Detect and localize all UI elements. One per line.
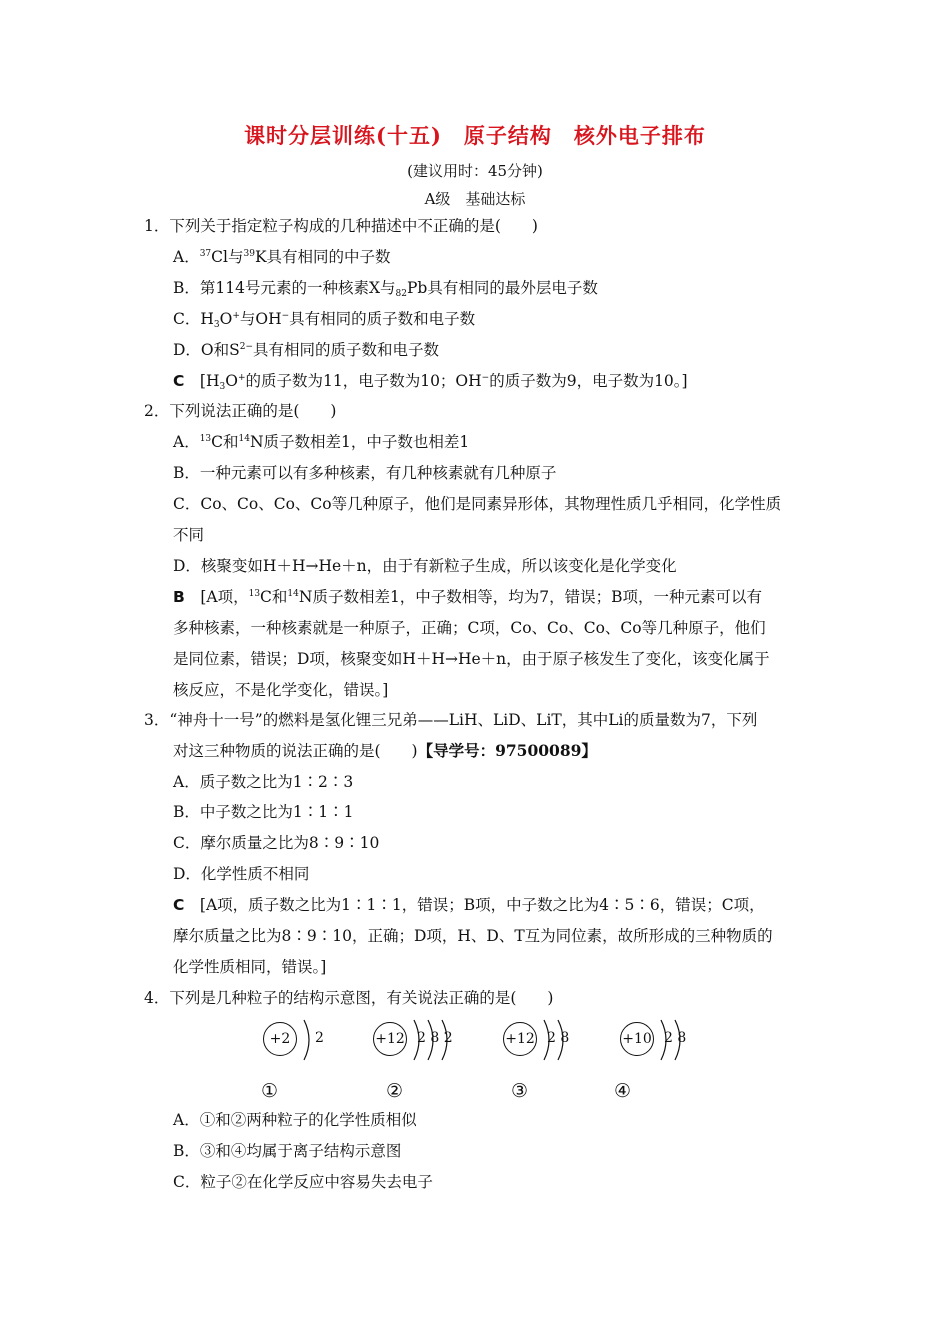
q1-option-d: D．O和$S^{2-}$具有相同的质子数和电子数: [173, 341, 440, 359]
structure-diagram-1: [263, 1022, 333, 1062]
q2-option-c-line1: C．Co、Co、Co、Co等几种原子，他们是同素异形体，其物理性质几乎相同，化学性质: [173, 495, 782, 513]
q1-option-c: C．$H_3O^+$与OH−具有相同的质子数和电子数: [173, 310, 476, 330]
q1-answer-letter: C: [173, 372, 185, 390]
q3-stem-line1: 3．“神舟十一号”的燃料是氢化锂三兄弟——LiH、LiD、LiT，其中Li的质量数为7，下列: [144, 711, 758, 729]
q2-answer-letter: B: [173, 588, 185, 606]
q1-option-a: A．$^{37}$Cl与$^{39}$K具有相同的中子数: [173, 248, 391, 266]
suggested-time: (建议用时：45分钟): [407, 162, 543, 180]
q3-option-d: D．化学性质不相同: [173, 865, 310, 883]
q3-option-a: A．质子数之比为1∶2∶3: [173, 773, 354, 791]
nucleus-4: +10: [620, 1022, 654, 1056]
shells-3: 2 8: [547, 1030, 570, 1046]
diagram-label-3: ③: [511, 1080, 529, 1102]
q4-option-c: C．粒子②在化学反应中容易失去电子: [173, 1173, 433, 1191]
nucleus-3: +12: [503, 1022, 537, 1056]
q3-stem-line2: 对这三种物质的说法正确的是( )【导学号：97500089】: [173, 741, 597, 760]
q1-stem: 1．下列关于指定粒子构成的几种描述中不正确的是( ): [144, 217, 538, 235]
structure-diagram-4: [620, 1022, 700, 1062]
electron-shell-arc: [301, 1016, 315, 1064]
shells-2: 2 8 2: [417, 1030, 453, 1046]
q2-explain-line3: 是同位素，错误；D项，核聚变如H＋H→He＋n，由于原子核发生了变化，该变化属于: [173, 650, 770, 668]
q1-option-b: B．第114号元素的一种核素X与$_{82}$Pb具有相同的最外层电子数: [173, 279, 598, 299]
diagram-label-1: ①: [261, 1080, 279, 1102]
nucleus-1: +2: [263, 1022, 297, 1056]
q3-option-c: C．摩尔质量之比为8∶9∶10: [173, 834, 380, 852]
q4-stem: 4．下列是几种粒子的结构示意图，有关说法正确的是( ): [144, 989, 554, 1007]
q3-explain-line3: 化学性质相同，错误。]: [173, 958, 327, 976]
nucleus-2: +12: [373, 1022, 407, 1056]
q1-answer: C [$H_3O^+$的质子数为11，电子数为10；OH−的质子数为9，电子数为10。]: [173, 372, 688, 392]
q4-option-a: A．①和②两种粒子的化学性质相似: [173, 1111, 417, 1129]
q2-option-a: A．$^{13}$C和$^{14}$N质子数相差1，中子数也相差1: [173, 433, 470, 451]
q3-answer-letter: C: [173, 896, 185, 914]
structure-diagram-3: [503, 1022, 583, 1062]
q3-option-b: B．中子数之比为1∶1∶1: [173, 803, 354, 821]
q2-option-b: B．一种元素可以有多种核素，有几种核素就有几种原子: [173, 464, 557, 482]
diagram-label-2: ②: [386, 1080, 404, 1102]
q2-stem: 2．下列说法正确的是( ): [144, 402, 337, 420]
q2-answer: B [A项，$^{13}$C和$^{14}$N质子数相差1，中子数相等，均为7，错误；B项，一种元素可以有: [173, 588, 763, 606]
q2-option-d: D．核聚变如H＋H→He＋n，由于有新粒子生成，所以该变化是化学变化: [173, 557, 677, 575]
structure-diagram-2: [373, 1022, 463, 1062]
page-title: 课时分层训练(十五) 原子结构 核外电子排布: [244, 123, 706, 148]
q3-answer: C [A项，质子数之比为1∶1∶1，错误；B项，中子数之比为4∶5∶6，错误；C项，: [173, 896, 765, 914]
q2-explain-line4: 核反应，不是化学变化，错误。]: [173, 681, 389, 699]
shells-1: 2: [315, 1030, 325, 1046]
q4-option-b: B．③和④均属于离子结构示意图: [173, 1142, 402, 1160]
q2-option-c-line2: 不同: [173, 526, 205, 544]
diagram-label-4: ④: [614, 1080, 632, 1102]
shells-4: 2 8: [664, 1030, 687, 1046]
q3-explain-line2: 摩尔质量之比为8∶9∶10，正确；D项，H、D、T互为同位素，故所形成的三种物质的: [173, 927, 773, 945]
level-a-heading: A级 基础达标: [424, 190, 526, 208]
guide-number: 【导学号：97500089】: [417, 741, 597, 760]
q2-explain-line2: 多种核素，一种核素就是一种原子，正确；C项，Co、Co、Co、Co等几种原子，他们: [173, 619, 766, 637]
